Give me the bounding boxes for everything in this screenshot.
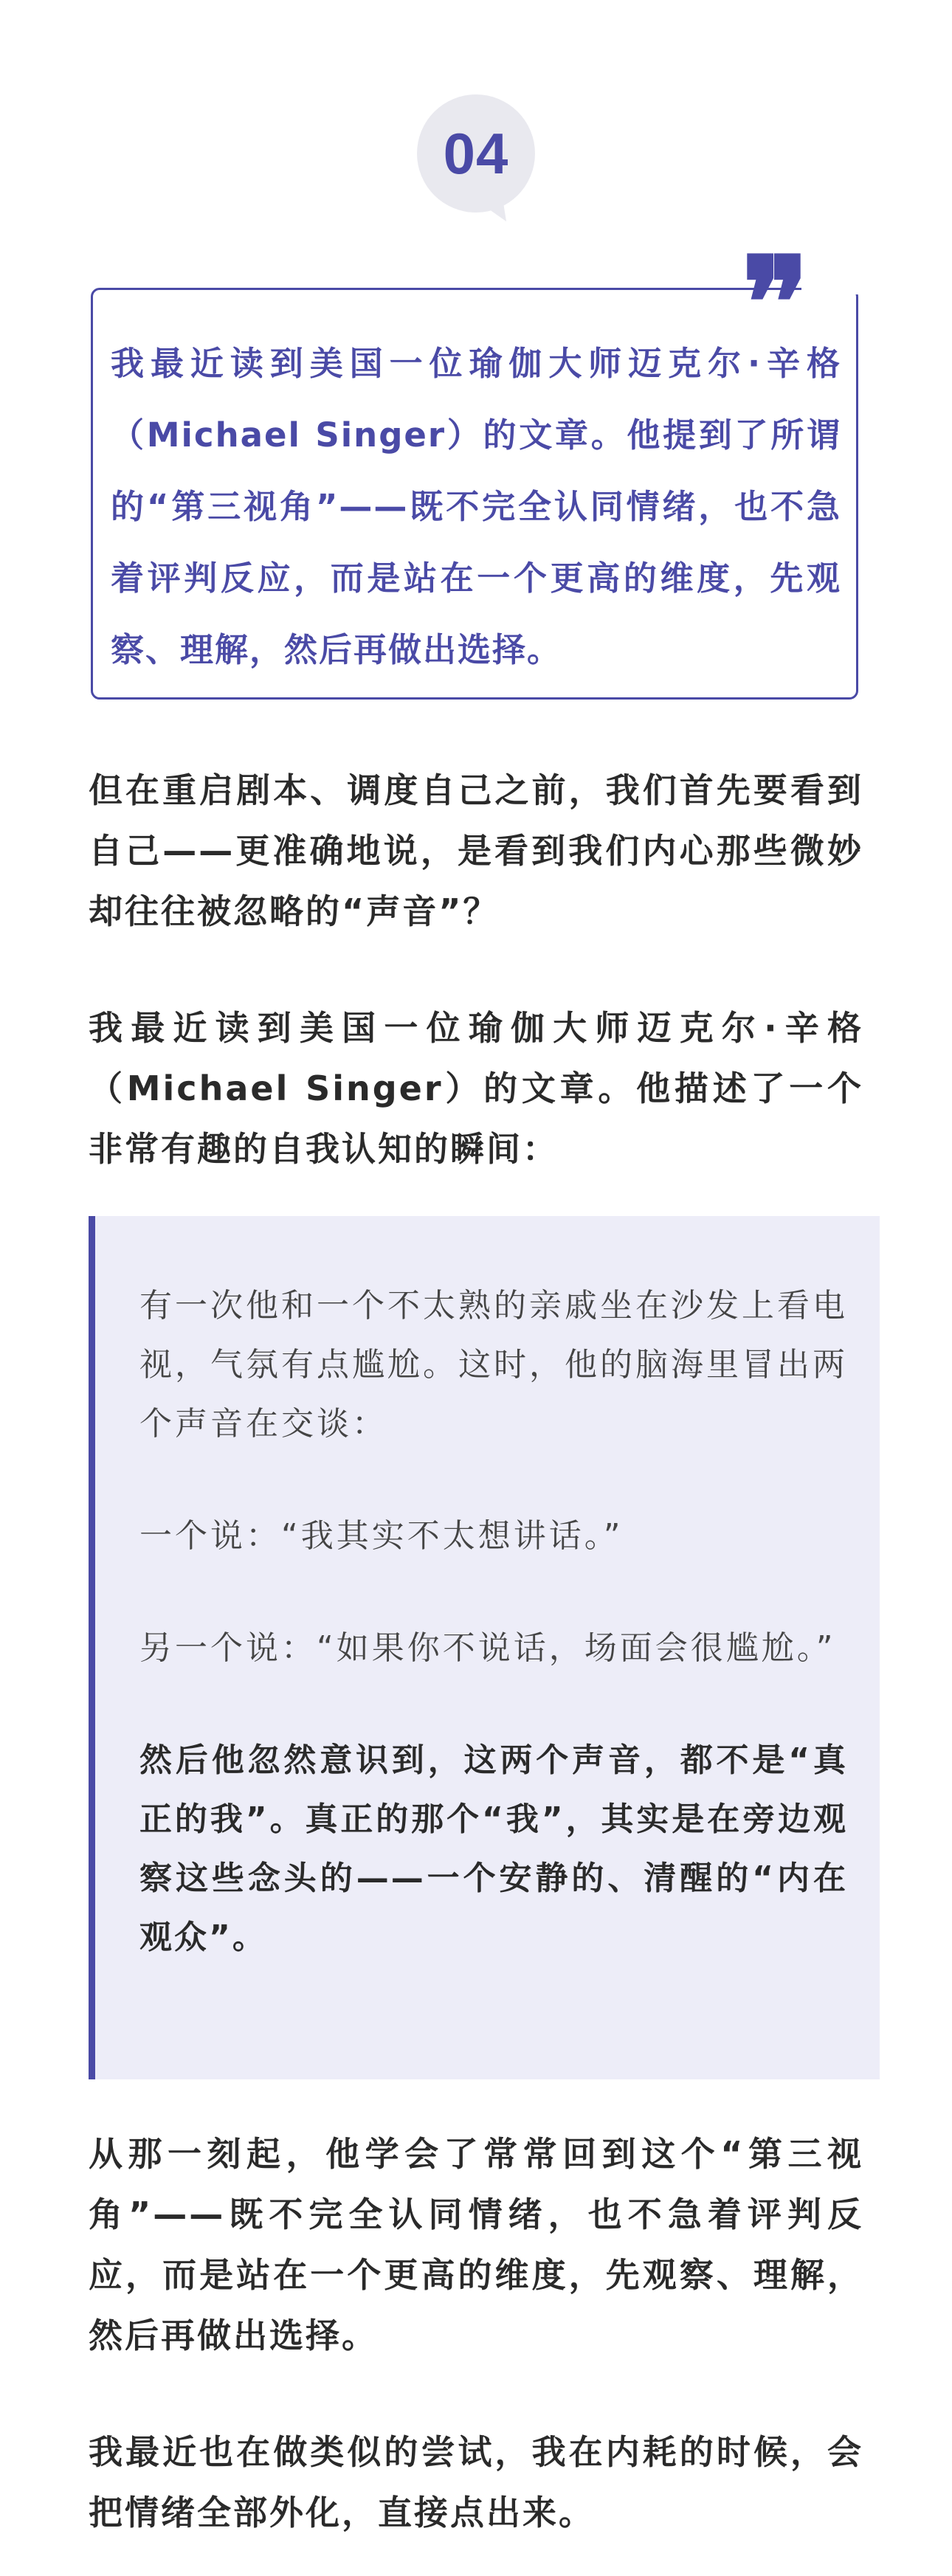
quote-text: 我最近读到美国一位瑜伽大师迈克尔·辛格（Michael Singer）的文章。他提到了所谓的“第三视角”——既不完全认同情绪，也不急着评判反应，而是站在一个更高的维度，先观察、理解，然后再做出选择。 (111, 344, 841, 669)
section-number: 04 (443, 120, 509, 186)
story-paragraph-4: 然后他忽然意识到，这两个声音，都不是“真正的我”。真正的那个“我”，其实是在旁边观察这些念头的——一个安静的、清醒的“内在观众”。 (139, 1741, 848, 1956)
paragraph-4: 我最近也在做类似的尝试，我在内耗的时候，会把情绪全部外化，直接点出来。 (89, 2432, 863, 2532)
story-content (139, 1277, 848, 1967)
paragraph-3: 从那一刻起，他学会了常常回到这个“第三视角”——既不完全认同情绪，也不急着评判反应，而是站在一个更高的维度，先观察、理解，然后再做出选择。 (89, 2134, 863, 2355)
story-paragraph-1: 有一次他和一个不太熟的亲戚坐在沙发上看电视，气氛有点尴尬。这时，他的脑海里冒出两个声音在交谈： (139, 1287, 848, 1443)
section-number-badge (417, 94, 535, 213)
quote-border-gap (801, 286, 934, 294)
paragraph-2: 我最近读到美国一位瑜伽大师迈克尔·辛格（Michael Singer）的文章。他描述了一个非常有趣的自我认知的瞬间： (89, 1008, 863, 1169)
story-block (89, 1216, 880, 2079)
quote-mark-icon: ❞ (742, 229, 810, 377)
story-paragraph-2: 一个说：“我其实不太想讲话。” (139, 1517, 624, 1555)
story-paragraph-3: 另一个说：“如果你不说话，场面会很尴尬。” (139, 1629, 836, 1667)
paragraph-1: 但在重启剧本、调度自己之前，我们首先要看到自己——更准确地说，是看到我们内心那些微妙却往往被忽略的“声音”？ (89, 770, 863, 931)
